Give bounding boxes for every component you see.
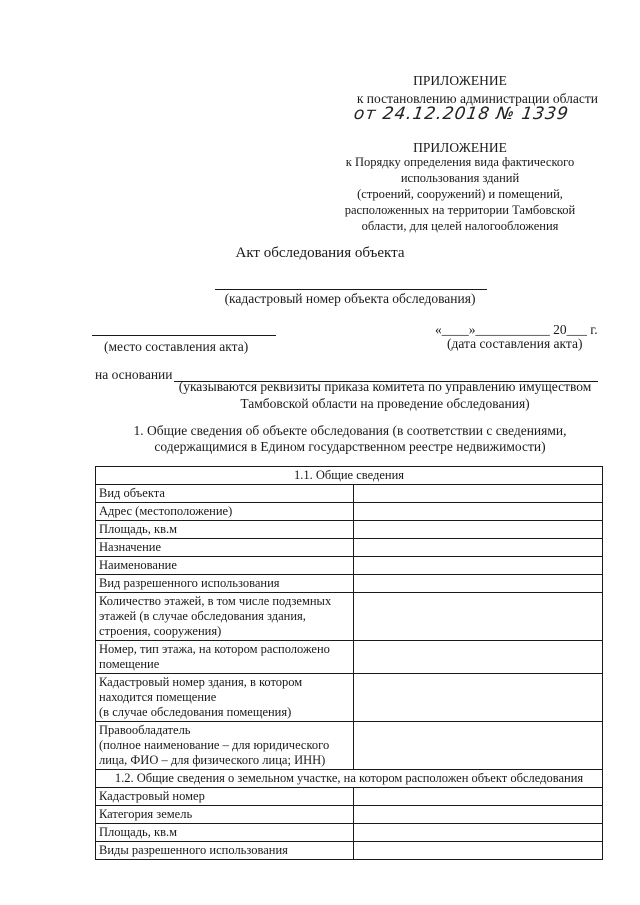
cadastral-caption: (кадастровый номер объекта обследования) [224,291,476,306]
value-cell[interactable] [354,806,603,824]
table-row [96,788,603,806]
appendix-title: ПРИЛОЖЕНИЕ [413,73,507,88]
table-row [96,593,603,641]
table-row [96,824,603,842]
section1-heading: 1. Общие сведения об объекте обследования (в соответствии с сведениями, содержащимися в Едином государственном реестре недвижимости) [133,423,567,454]
basis-label: на основании [95,367,173,382]
handwritten-decree-number: от 24.12.2018 № 1339 [352,104,571,124]
value-cell[interactable] [354,674,603,722]
value-cell[interactable] [354,539,603,557]
appendix-order-text: к Порядку определения вида фактического использования зданий (строений, сооружений) и помещений, расположенных на территории Тамбовской области, для целей налогообложения [344,155,576,233]
table-row [96,806,603,824]
row-label: Адрес (местоположение) [96,503,354,521]
cadastral-number-line [215,289,487,290]
table-row [96,641,603,674]
value-cell[interactable] [354,722,603,770]
date-caption: (дата составления акта) [447,336,583,351]
date-template: «____»___________ 20___ г. [435,322,598,337]
act-title: Акт обследования объекта [235,245,405,261]
place-line [92,335,276,336]
value-cell[interactable] [354,485,603,503]
section-row [96,467,603,485]
section-1-2-header: 1.2. Общие сведения о земельном участке, на котором расположен объект обследования [96,770,603,788]
basis-caption: (указываются реквизиты приказа комитета по управлению имуществом Тамбовской области на проведение обследования) [178,379,592,411]
place-caption: (место составления акта) [104,339,249,354]
table-row [96,539,603,557]
table-row [96,521,603,539]
value-cell[interactable] [354,593,603,641]
row-label: Номер, тип этажа, на котором расположено помещение [96,641,354,674]
value-cell[interactable] [354,641,603,674]
table-row [96,722,603,770]
row-label: Площадь, кв.м [96,521,354,539]
section-row [96,770,603,788]
row-label: Наименование [96,557,354,575]
row-label: Правообладатель (полное наименование – для юридического лица, ФИО – для физического лица; ИНН) [96,722,354,770]
table-row [96,842,603,860]
value-cell[interactable] [354,503,603,521]
value-cell[interactable] [354,557,603,575]
table-row [96,503,603,521]
row-label: Площадь, кв.м [96,824,354,842]
value-cell[interactable] [354,788,603,806]
table-row [96,557,603,575]
table-row [96,575,603,593]
row-label: Количество этажей, в том числе подземных этажей (в случае обследования здания, строения, сооружения) [96,593,354,641]
table-row [96,485,603,503]
object-info-table [95,466,603,860]
value-cell[interactable] [354,521,603,539]
row-label: Виды разрешенного использования [96,842,354,860]
row-label: Назначение [96,539,354,557]
row-label: Вид разрешенного использования [96,575,354,593]
row-label: Кадастровый номер здания, в котором находится помещение (в случае обследования помещения) [96,674,354,722]
row-label: Кадастровый номер [96,788,354,806]
row-label: Категория земель [96,806,354,824]
section-1-1-header: 1.1. Общие сведения [96,467,603,485]
value-cell[interactable] [354,824,603,842]
appendix-decree-line: к постановлению администрации области [356,91,598,106]
value-cell[interactable] [354,575,603,593]
appendix-order-title: ПРИЛОЖЕНИЕ [413,140,507,155]
value-cell[interactable] [354,842,603,860]
row-label: Вид объекта [96,485,354,503]
table-row [96,674,603,722]
